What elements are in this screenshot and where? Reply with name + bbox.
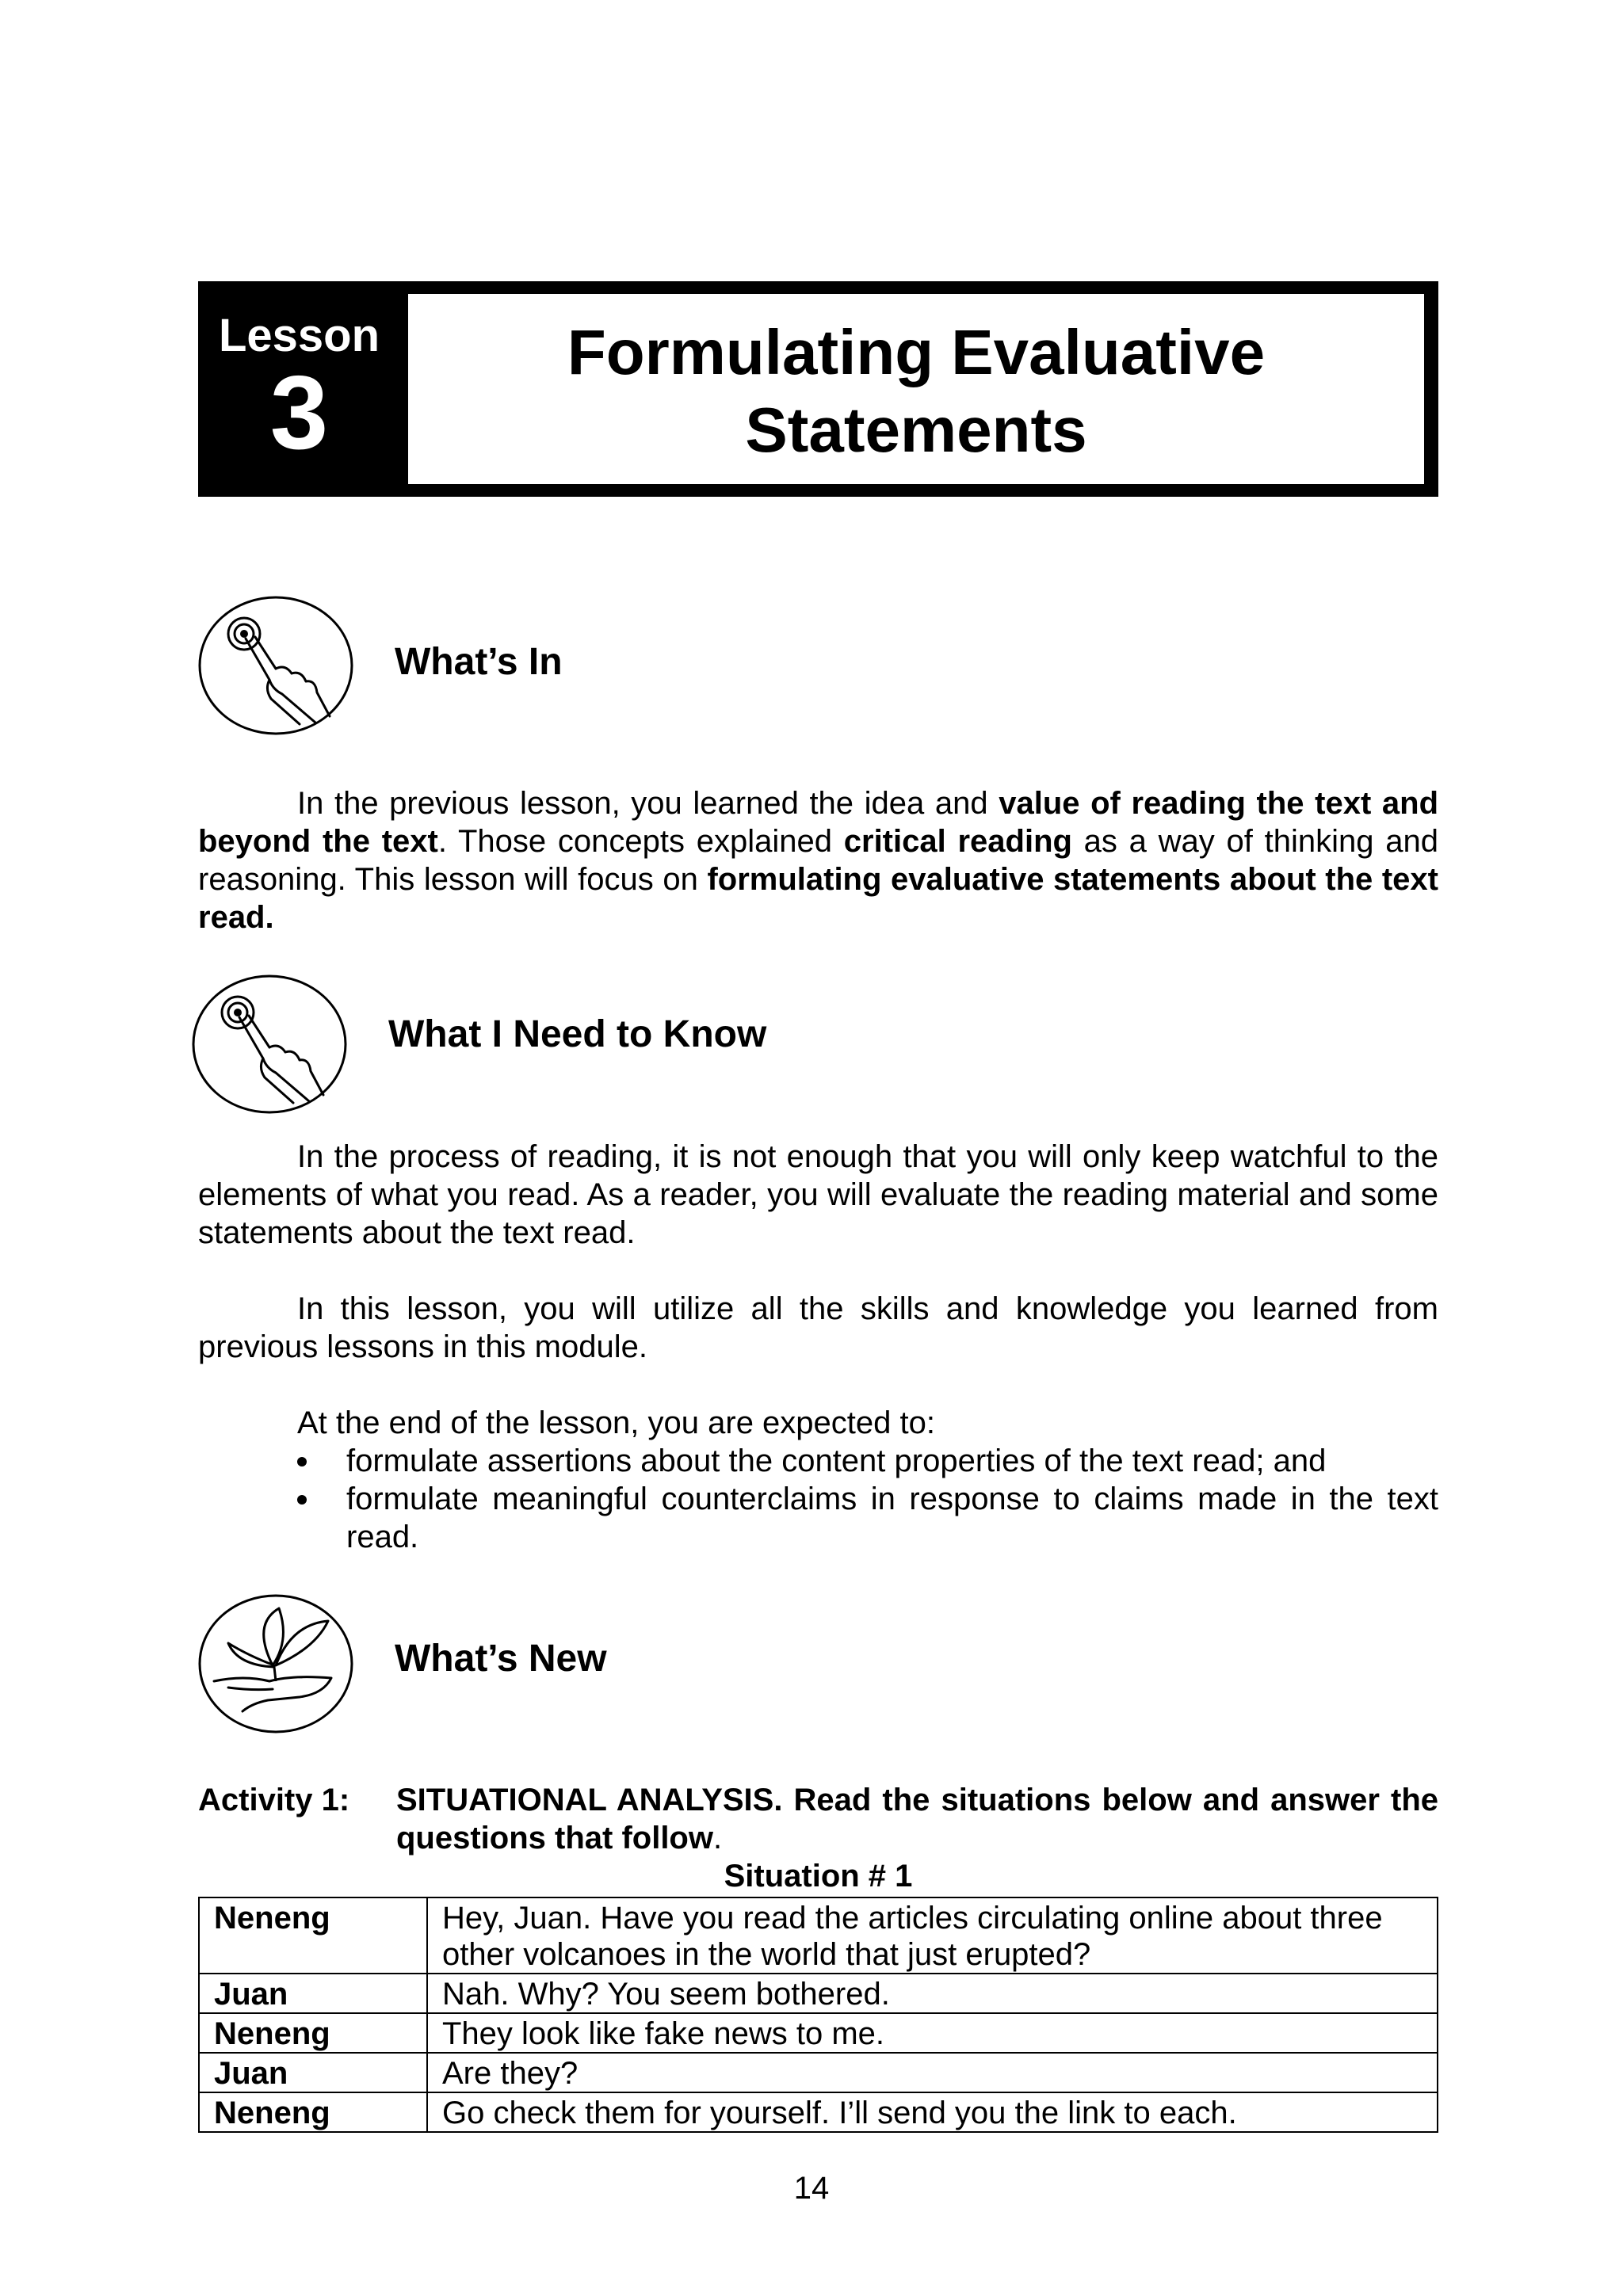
- activity-instruction: [396, 1781, 1438, 1857]
- lesson-title-line-1: Formulating Evaluative: [567, 317, 1266, 387]
- objective-item: [297, 1442, 1438, 1480]
- lesson-title-line-2: Statements: [745, 395, 1087, 465]
- lesson-title: [567, 314, 1265, 469]
- objective-text-2: formulate meaningful counterclaims in response to claims made in the text read.: [346, 1482, 1438, 1554]
- line-cell: They look like fake news to me.: [427, 2013, 1438, 2053]
- lesson-number-badge: [198, 281, 400, 497]
- whats-in-text-5: as a way of thinking and reasoning. This lesson will focus on: [198, 824, 1438, 897]
- need-to-know-paragraph-2: In this lesson, you will utilize all the skills and knowledge you learned from previous lessons in this module.: [198, 1291, 1438, 1364]
- speaker-cell: Neneng: [199, 2092, 427, 2132]
- table-row: [199, 2013, 1438, 2053]
- whats-in-text-2: value of reading the text and beyond the text: [198, 786, 1439, 859]
- whats-new-heading: What’s New: [395, 1638, 607, 1680]
- whats-in-text-3: . Those concepts explained: [437, 824, 844, 859]
- situation-title: Situation # 1: [724, 1859, 913, 1894]
- line-cell: Are they?: [427, 2053, 1438, 2092]
- objectives-list: [297, 1442, 1438, 1556]
- line-cell: Nah. Why? You seem bothered.: [427, 1974, 1438, 2013]
- table-row: [199, 1897, 1438, 1974]
- whats-in-text-4: critical reading: [843, 824, 1072, 859]
- activity-instruction-end: .: [712, 1821, 723, 1855]
- bullet-icon: [297, 1495, 307, 1505]
- table-row: [199, 2092, 1438, 2132]
- whats-in-text-1: In the previous lesson, you learned the idea and: [297, 786, 999, 821]
- activity-label: Activity 1:: [198, 1783, 350, 1817]
- whats-in-heading: What’s In: [395, 641, 563, 683]
- need-to-know-paragraph-3: At the end of the lesson, you are expected to:: [297, 1405, 935, 1440]
- line-cell: Hey, Juan. Have you read the articles circulating online about three other volcanoes in the world that just erupted?: [427, 1897, 1438, 1974]
- activity-instruction-bold: SITUATIONAL ANALYSIS. Read the situations below and answer the questions that follow: [396, 1783, 1438, 1855]
- bullet-icon: [297, 1457, 307, 1466]
- speaker-cell: Juan: [199, 2053, 427, 2092]
- pointing-hand-icon: [197, 594, 355, 737]
- table-row: [199, 1974, 1438, 2013]
- lesson-number: 3: [269, 354, 329, 471]
- what-i-need-to-know-heading: What I Need to Know: [388, 1013, 767, 1055]
- plant-in-hand-icon: [197, 1592, 355, 1735]
- objective-item: [297, 1480, 1438, 1556]
- objective-text-1: formulate assertions about the content properties of the text read; and: [346, 1444, 1327, 1478]
- need-to-know-paragraph-1: In the process of reading, it is not enough that you will only keep watchful to the elements of what you read. As a reader, you will evaluate the reading material and some statements about the text read.: [198, 1139, 1438, 1250]
- table-row: [199, 2053, 1438, 2092]
- pointing-hand-icon: [190, 973, 349, 1116]
- speaker-cell: Neneng: [199, 1897, 427, 1974]
- speaker-cell: Neneng: [199, 2013, 427, 2053]
- page-number: 14: [793, 2171, 830, 2206]
- whats-in-text-6: formulating evaluative statements about the text read.: [198, 862, 1438, 935]
- lesson-title-box: [408, 294, 1424, 484]
- line-cell: Go check them for yourself. I’ll send you the link to each.: [427, 2092, 1438, 2132]
- speaker-cell: Juan: [199, 1974, 427, 2013]
- dialogue-table: [198, 1897, 1438, 2133]
- whats-in-paragraph: [198, 784, 1438, 936]
- lesson-label: Lesson: [218, 310, 380, 361]
